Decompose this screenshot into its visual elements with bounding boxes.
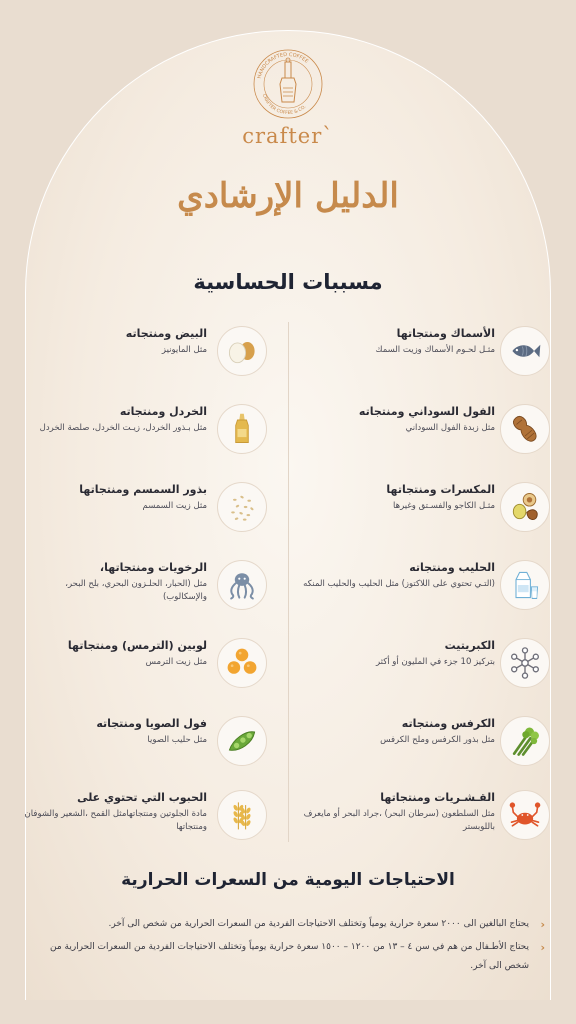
fish-icon [500,326,550,376]
soybean-icon [217,716,267,766]
allergen-desc: مثل بـذور الخردل، زيـت الخردل، صلصة الخردل [39,423,207,433]
allergen-title: القـشـريات ومنتجاتها [380,791,495,804]
allergen-desc: مثل بذور الكرفس وملح الكرفس [380,735,495,745]
bullet-text: يحتاج الأطـفال من هم في سن ٤ – ١٣ من ١٢٠٠ – ١٥٠٠ سعرة حرارية يومياً وتختلف الاحتياجات الفردية من السعرات الحرارية من شخص الى آخر. [49,942,529,971]
allergen-title: الكرفس ومنتجاته [401,717,495,730]
allergen-item-sesame [22,478,282,538]
allergen-desc: بتركيز 10 جزء في المليون أو أكثر [375,657,495,667]
wheat-icon [217,790,267,840]
allergen-item-lupin [22,634,282,694]
allergen-item-peanut [300,400,560,460]
mustard-icon [217,404,267,454]
allergen-title: الفول السوداني ومنتجاته [358,405,495,418]
allergen-title: الكبريتيت [444,639,495,652]
allergen-item-nuts [300,478,560,538]
allergen-title: الرخويات ومنتجاتها، [99,561,207,574]
allergen-title: فول الصويا ومنتجاته [96,717,207,730]
svg-text:CRAFTER COFFEE & CO.: CRAFTER COFFEE & CO. [260,93,308,117]
column-divider [288,322,289,842]
allergen-desc: مثل المايونيز [161,345,207,355]
allergen-item-sulphite [300,634,560,694]
allergen-desc: مثـل الكاجو والفسـتق وغيرها [393,501,495,511]
allergen-item-celery [300,712,560,772]
allergen-desc: مثل زيت الترمس [145,657,207,667]
molecule-icon [500,638,550,688]
calorie-bullets [40,915,545,980]
section-title-calories: الاحتياجات اليومية من السعرات الحرارية [121,870,455,890]
chevron-left-icon: ‹ [540,918,545,931]
list-item [40,915,545,934]
allergen-item-eggs [22,322,282,382]
allergen-title: الحبوب التي تحتوي على [77,791,207,804]
allergen-title: لوبين (الترمس) ومنتجاتها [67,639,207,652]
list-item [40,938,545,976]
lupin-icon [217,638,267,688]
allergen-desc: مثل زبدة الفول السوداني [405,423,495,433]
allergen-desc: مثل زيت السمسم [142,501,207,511]
allergen-title: الخردل ومنتجاته [119,405,207,418]
celery-icon [500,716,550,766]
nuts-icon [500,482,550,532]
bullet-text: يحتاج البالغين الى ٢٠٠٠ سعرة حرارية يومياً وتختلف الاحتياجات الفردية من السعرات الحرارية من شخص الى آخر. [108,919,529,929]
peanut-icon [500,404,550,454]
section-title-allergens: مسببات الحساسية [193,270,383,294]
crafter-logo [238,42,338,122]
allergen-title: بذور السمسم ومنتجاتها [79,483,207,496]
allergen-item-crustaceans [300,786,560,846]
allergen-desc: (التـي تحتوي على اللاكتوز) مثل الحليب والحليب المنكه [303,579,495,589]
allergen-title: المكسرات ومنتجاتها [386,483,495,496]
allergen-desc: مثل حليب الصويا [147,735,207,745]
allergen-title: البيض ومنتجاته [125,327,207,340]
allergen-desc: مادة الجلوتين ومنتجاتهامثل القمح ،الشعير والشوفان ومنتجاتها [24,809,207,832]
page-title: الدليل الإرشادي [177,176,399,216]
milk-icon [500,560,550,610]
allergen-title: الأسماك ومنتجاتها [396,327,495,340]
crab-icon [500,790,550,840]
allergen-item-gluten [22,786,282,846]
allergen-item-molluscs [22,556,282,616]
allergen-desc: مثل (الحبار، الحلـزون البحري، بلح البحر، والإسكالوب) [65,579,207,602]
allergen-title: الحليب ومنتجاته [409,561,495,574]
eggs-icon [217,326,267,376]
allergen-item-milk [300,556,560,616]
chevron-left-icon: ‹ [540,941,545,954]
allergen-item-soy [22,712,282,772]
svg-text:HANDCRAFTED COFFEE: HANDCRAFTED COFFEE [256,51,310,80]
allergen-item-fish [300,322,560,382]
octopus-icon [217,560,267,610]
brand-name: crafter` [242,124,334,148]
allergen-desc: مثـل لحـوم الأسماك وزيت السمك [375,345,495,355]
allergen-item-mustard [22,400,282,460]
allergen-desc: مثل السلطعون (سرطان البحر) ،جراد البحر أو مايعرف باللوبستر [303,809,495,832]
sesame-icon [217,482,267,532]
